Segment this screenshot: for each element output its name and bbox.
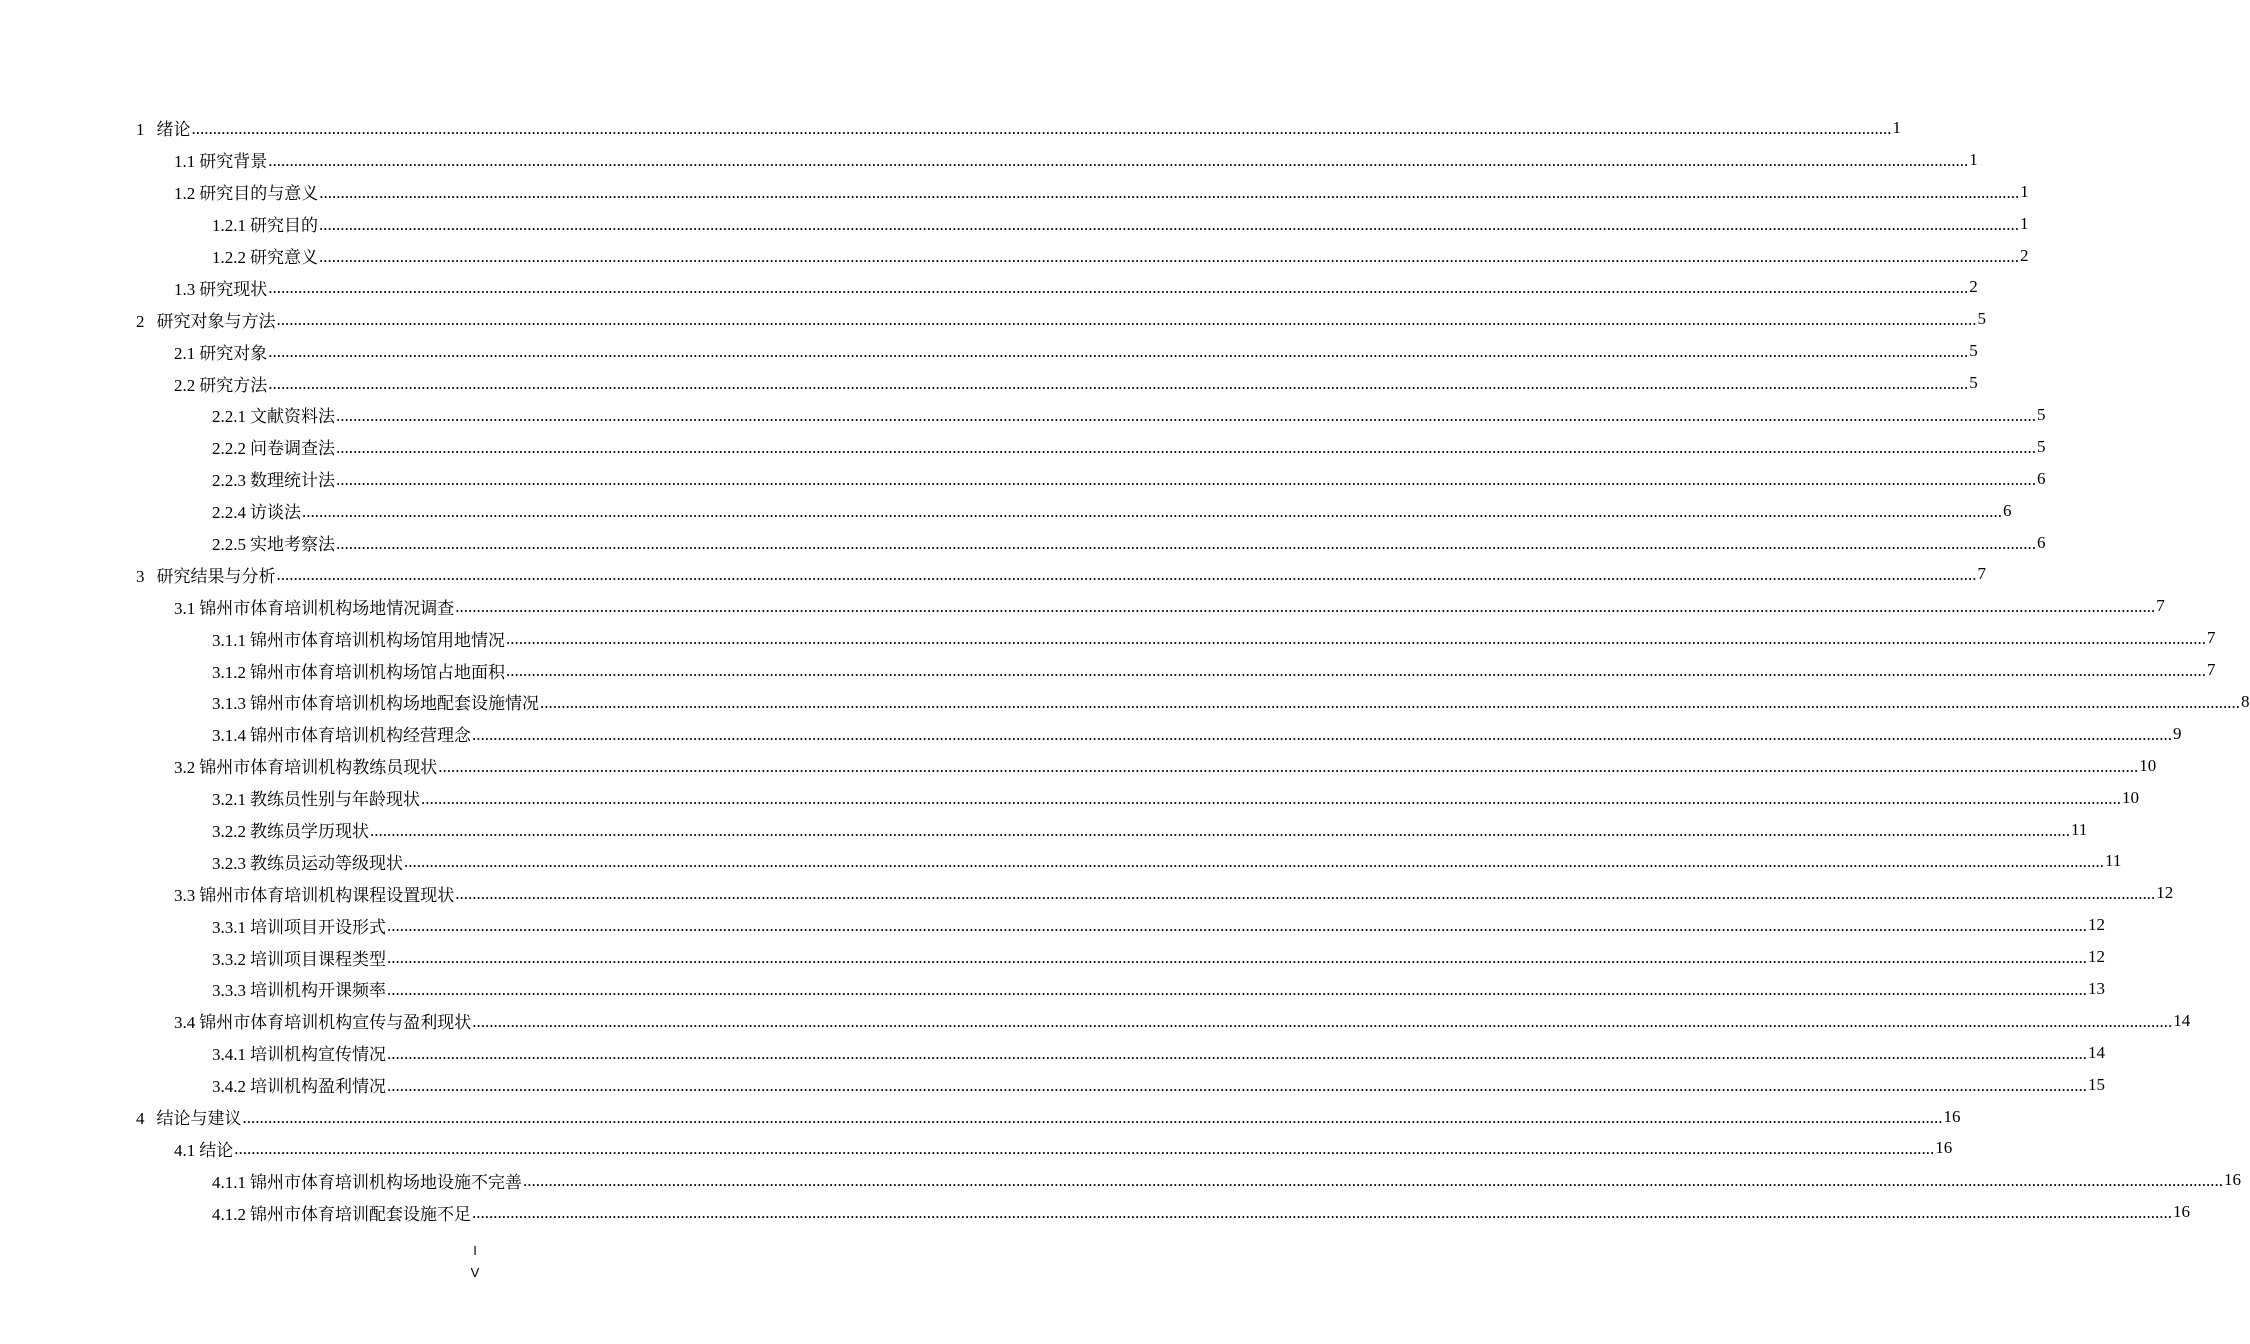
toc-entry-number: 1.2.2 (212, 248, 246, 267)
toc-entry-page-number: 5 (1969, 373, 1978, 393)
toc-entry-title: 研究意义 (250, 248, 318, 267)
toc-entry-number: 1.2.1 (212, 216, 246, 236)
toc-entry[interactable] (0, 208, 2029, 240)
toc-dot-leader: ................................................................................................................................................................................................................................................................................................................................................................................................................ (455, 884, 2156, 904)
toc-dot-leader: ................................................................................................................................................................................................................................................................................................................................................................................................................ (404, 852, 2104, 872)
toc-entry[interactable] (0, 1005, 2191, 1037)
toc-entry-page-number: 9 (2173, 723, 2182, 743)
toc-entry-page-number: 11 (2105, 851, 2122, 871)
toc-entry-label (174, 1136, 233, 1161)
toc-entry-page-number: 10 (2139, 755, 2157, 775)
toc-entry-page-number: 2 (2020, 245, 2029, 265)
toc-entry-page-number: 7 (2156, 596, 2165, 616)
toc-entry-label (174, 339, 267, 364)
toc-entry-label (212, 658, 505, 683)
toc-entry-page-number: 16 (1935, 1138, 1953, 1158)
toc-entry[interactable] (0, 973, 2105, 1005)
toc-entry-label (174, 594, 454, 619)
toc-entry-page-number: 16 (2173, 1202, 2190, 1222)
toc-entry-label (174, 1008, 471, 1033)
toc-entry-label (212, 243, 318, 268)
toc-dot-leader: ................................................................................................................................................................................................................................................................................................................................................................................................................ (472, 1203, 2172, 1223)
toc-entry-label (212, 211, 318, 236)
toc-entry-page-number: 1 (1892, 117, 1901, 137)
toc-dot-leader: ................................................................................................................................................................................................................................................................................................................................................................................................................ (540, 692, 2240, 712)
toc-entry-title: 研究对象 (199, 343, 268, 363)
toc-dot-leader: ................................................................................................................................................................................................................................................................................................................................................................................................................ (319, 214, 2019, 234)
toc-entry-page-number: 5 (2037, 404, 2046, 424)
toc-dot-leader: ................................................................................................................................................................................................................................................................................................................................................................................................................ (268, 374, 1969, 394)
toc-entry-title: 研究目的与意义 (199, 184, 319, 204)
toc-entry-page-number: 14 (2088, 1042, 2105, 1062)
toc-entry-title: 锦州市体育培训机构场地情况调查 (199, 598, 455, 618)
toc-entry-page-number: 1 (2020, 181, 2029, 201)
toc-entry-number: 3.2 (174, 758, 196, 778)
toc-entry-title: 教练员运动等级现状 (250, 853, 403, 873)
toc-entry-number: 3.1.3 (212, 694, 246, 714)
toc-entry-title: 绪论 (156, 120, 191, 140)
toc-entry[interactable] (0, 1037, 2105, 1069)
toc-entry-label (174, 753, 437, 778)
toc-dot-leader: ................................................................................................................................................................................................................................................................................................................................................................................................................ (472, 724, 2172, 744)
toc-entry[interactable] (0, 495, 2012, 527)
toc-entry-title: 锦州市体育培训机构场馆占地面积 (250, 662, 505, 682)
toc-entry-page-number: 6 (2037, 468, 2046, 488)
toc-entry[interactable] (0, 654, 2216, 686)
toc-entry-title: 研究对象与方法 (156, 311, 276, 331)
toc-dot-leader: ................................................................................................................................................................................................................................................................................................................................................................................................................ (336, 405, 2036, 425)
toc-dot-leader: ................................................................................................................................................................................................................................................................................................................................................................................................................ (276, 310, 1977, 330)
toc-dot-leader: ................................................................................................................................................................................................................................................................................................................................................................................................................ (421, 788, 2121, 808)
toc-entry-number: 3.1.2 (212, 662, 246, 682)
toc-entry[interactable] (0, 909, 2105, 941)
toc-dot-leader: ................................................................................................................................................................................................................................................................................................................................................................................................................ (234, 1139, 1935, 1159)
toc-entry-page-number: 12 (2156, 883, 2174, 903)
toc-entry[interactable] (0, 431, 2046, 463)
toc-entry-number: 2.1 (174, 343, 196, 363)
toc-entry-number: 3.3 (174, 885, 196, 905)
toc-dot-leader: ................................................................................................................................................................................................................................................................................................................................................................................................................ (268, 278, 1969, 298)
toc-entry[interactable] (0, 782, 2139, 814)
toc-entry-page-number: 6 (2003, 500, 2012, 520)
toc-dot-leader: ................................................................................................................................................................................................................................................................................................................................................................................................................ (506, 629, 2206, 649)
toc-entry[interactable] (0, 271, 1978, 303)
toc-entry[interactable] (0, 303, 1986, 335)
table-of-contents (0, 112, 2250, 1228)
toc-entry[interactable] (0, 941, 2105, 973)
toc-entry[interactable] (0, 399, 2046, 431)
toc-entry-number: 1.2 (174, 184, 196, 204)
toc-entry-page-number: 1 (2020, 213, 2029, 233)
toc-dot-leader: ................................................................................................................................................................................................................................................................................................................................................................................................................ (506, 661, 2206, 681)
toc-entry-label (212, 498, 301, 523)
toc-entry-title: 文献资料法 (250, 407, 335, 427)
toc-entry-number: 4.1.2 (212, 1204, 246, 1224)
toc-entry-page-number: 7 (1977, 564, 1986, 584)
toc-entry-title: 实地考察法 (250, 535, 335, 555)
toc-entry-label (212, 785, 420, 810)
toc-entry-page-number: 5 (2037, 436, 2046, 456)
toc-entry-page-number: 6 (2037, 532, 2046, 552)
toc-entry-title: 研究目的 (250, 216, 318, 236)
toc-entry-label (136, 307, 276, 332)
toc-entry-number: 3.3.1 (212, 917, 246, 937)
toc-dot-leader: ................................................................................................................................................................................................................................................................................................................................................................................................................ (387, 948, 2087, 968)
toc-entry-number: 3 (136, 566, 145, 586)
toc-entry-label (174, 147, 267, 172)
toc-entry-number: 2.2.4 (212, 503, 246, 523)
footer-page-marker-v: V (470, 1265, 480, 1280)
toc-entry-title: 培训机构宣传情况 (250, 1045, 386, 1065)
toc-entry-number: 3.2.1 (212, 790, 246, 810)
toc-entry-number: 2.2.5 (212, 535, 246, 555)
toc-entry-number: 4.1 (174, 1140, 196, 1160)
toc-entry-number: 3.3.2 (212, 949, 246, 969)
toc-dot-leader: ................................................................................................................................................................................................................................................................................................................................................................................................................ (319, 182, 2020, 202)
toc-entry[interactable] (0, 877, 2174, 909)
toc-entry[interactable] (0, 527, 2046, 559)
toc-entry-title: 教练员学历现状 (250, 822, 369, 842)
toc-entry-number: 3.2.3 (212, 853, 246, 873)
toc-entry-page-number: 8 (2241, 691, 2250, 711)
toc-entry-label (136, 1104, 242, 1129)
toc-dot-leader: ................................................................................................................................................................................................................................................................................................................................................................................................................ (336, 533, 2036, 553)
toc-entry-page-number: 10 (2122, 787, 2139, 807)
toc-entry[interactable] (0, 622, 2216, 654)
toc-dot-leader: ................................................................................................................................................................................................................................................................................................................................................................................................................ (387, 916, 2087, 936)
toc-entry-title: 培训机构开课频率 (250, 981, 386, 1001)
toc-entry-page-number: 12 (2088, 915, 2105, 935)
toc-entry-page-number: 2 (1969, 277, 1978, 297)
toc-dot-leader: ................................................................................................................................................................................................................................................................................................................................................................................................................ (455, 597, 2156, 617)
toc-entry-number: 3.1 (174, 598, 196, 618)
toc-entry-label (174, 881, 454, 906)
toc-entry[interactable] (0, 1101, 1961, 1133)
toc-entry[interactable] (0, 750, 2157, 782)
toc-dot-leader: ................................................................................................................................................................................................................................................................................................................................................................................................................ (276, 565, 1977, 585)
toc-entry-label (212, 1168, 522, 1193)
toc-entry-title: 数理统计法 (250, 471, 335, 491)
toc-entry-title: 研究结果与分析 (156, 566, 276, 586)
toc-entry-number: 3.1.4 (212, 726, 246, 746)
toc-dot-leader: ................................................................................................................................................................................................................................................................................................................................................................................................................ (336, 437, 2036, 457)
toc-entry-number: 2 (136, 311, 145, 331)
toc-entry[interactable] (0, 1196, 2190, 1228)
toc-entry-label (174, 371, 267, 396)
toc-entry-title: 锦州市体育培训机构宣传与盈利现状 (199, 1013, 472, 1033)
toc-entry-page-number: 16 (2224, 1170, 2241, 1190)
toc-entry-label (212, 849, 403, 874)
toc-entry[interactable] (0, 112, 1901, 144)
toc-entry-page-number: 16 (1943, 1106, 1961, 1126)
toc-entry-number: 1.3 (174, 279, 196, 299)
toc-entry[interactable] (0, 463, 2046, 495)
toc-dot-leader: ................................................................................................................................................................................................................................................................................................................................................................................................................ (302, 501, 2002, 521)
toc-dot-leader: ................................................................................................................................................................................................................................................................................................................................................................................................................ (242, 1107, 1943, 1127)
toc-entry[interactable] (0, 1133, 1953, 1165)
toc-entry-title: 锦州市体育培训机构教练员现状 (199, 758, 438, 778)
toc-entry-page-number: 5 (1977, 309, 1986, 329)
toc-entry-page-number: 1 (1969, 149, 1978, 169)
toc-entry-title: 访谈法 (250, 503, 301, 523)
toc-entry[interactable] (0, 845, 2122, 877)
toc-entry-title: 研究方法 (199, 375, 268, 395)
toc-entry[interactable] (0, 335, 1978, 367)
toc-entry-page-number: 13 (2088, 978, 2105, 998)
toc-entry-title: 研究背景 (199, 152, 268, 172)
toc-entry-number: 1 (136, 120, 145, 140)
toc-entry-number: 2.2 (174, 375, 196, 395)
toc-entry-number: 4 (136, 1109, 145, 1129)
toc-entry-title: 问卷调查法 (250, 439, 335, 459)
toc-entry-label (212, 1072, 386, 1097)
toc-entry-label (212, 402, 335, 427)
toc-dot-leader: ................................................................................................................................................................................................................................................................................................................................................................................................................ (268, 342, 1969, 362)
toc-entry-page-number: 7 (2207, 660, 2216, 680)
toc-entry-page-number: 14 (2173, 1010, 2191, 1030)
toc-entry-title: 培训机构盈利情况 (250, 1077, 386, 1097)
toc-entry-title: 研究现状 (199, 279, 268, 299)
toc-entry-label (212, 945, 386, 970)
toc-dot-leader: ................................................................................................................................................................................................................................................................................................................................................................................................................ (387, 979, 2087, 999)
toc-entry-label (136, 562, 276, 587)
toc-entry-number: 2.2.1 (212, 407, 246, 427)
toc-entry[interactable] (0, 814, 2088, 846)
toc-entry-label (174, 275, 267, 300)
toc-dot-leader: ................................................................................................................................................................................................................................................................................................................................................................................................................ (268, 150, 1969, 170)
toc-dot-leader: ................................................................................................................................................................................................................................................................................................................................................................................................................ (319, 246, 2019, 266)
toc-dot-leader: ................................................................................................................................................................................................................................................................................................................................................................................................................ (387, 1043, 2087, 1063)
toc-entry-title: 锦州市体育培训机构场地配套设施情况 (250, 694, 539, 714)
toc-dot-leader: ................................................................................................................................................................................................................................................................................................................................................................................................................ (438, 756, 2139, 776)
toc-entry-label (212, 466, 335, 491)
toc-entry[interactable] (0, 144, 1978, 176)
toc-entry-label (212, 817, 369, 842)
toc-dot-leader: ................................................................................................................................................................................................................................................................................................................................................................................................................ (370, 820, 2070, 840)
toc-entry[interactable] (0, 686, 2250, 718)
toc-entry-title: 锦州市体育培训机构经营理念 (250, 726, 471, 746)
toc-entry-label (174, 179, 318, 204)
toc-entry-page-number: 15 (2088, 1074, 2105, 1094)
toc-entry-title: 培训项目课程类型 (250, 949, 386, 969)
toc-entry-title: 教练员性别与年龄现状 (250, 790, 420, 810)
toc-entry-number: 1.1 (174, 152, 196, 172)
toc-dot-leader: ................................................................................................................................................................................................................................................................................................................................................................................................................ (387, 1075, 2087, 1095)
toc-dot-leader: ................................................................................................................................................................................................................................................................................................................................................................................................................ (191, 118, 1892, 138)
toc-entry-title: 锦州市体育培训配套设施不足 (250, 1204, 471, 1224)
toc-entry-number: 3.2.2 (212, 822, 246, 842)
toc-entry-page-number: 5 (1969, 341, 1978, 361)
toc-entry-number: 2.2.3 (212, 471, 246, 491)
toc-entry-label (212, 530, 335, 555)
toc-entry-title: 锦州市体育培训机构课程设置现状 (199, 885, 455, 905)
toc-entry-number: 4.1.1 (212, 1172, 246, 1192)
toc-dot-leader: ................................................................................................................................................................................................................................................................................................................................................................................................................ (336, 469, 2036, 489)
toc-entry[interactable] (0, 1069, 2105, 1101)
toc-entry-label (212, 626, 505, 651)
toc-entry-label (212, 1040, 386, 1065)
toc-entry[interactable] (0, 367, 1978, 399)
toc-entry-title: 锦州市体育培训机构场地设施不完善 (250, 1172, 522, 1192)
toc-entry-title: 结论与建议 (156, 1109, 242, 1129)
toc-entry-title: 培训项目开设形式 (250, 917, 386, 937)
toc-entry-label (212, 913, 386, 938)
toc-entry-label (212, 434, 335, 459)
toc-entry-number: 3.3.3 (212, 981, 246, 1001)
toc-entry[interactable] (0, 590, 2165, 622)
toc-entry[interactable] (0, 240, 2029, 272)
toc-entry[interactable] (0, 176, 2029, 208)
toc-entry-page-number: 12 (2088, 947, 2105, 967)
toc-dot-leader: ................................................................................................................................................................................................................................................................................................................................................................................................................ (472, 1011, 2173, 1031)
toc-entry[interactable] (0, 558, 1986, 590)
toc-dot-leader: ................................................................................................................................................................................................................................................................................................................................................................................................................ (523, 1171, 2223, 1191)
footer-page-marker-i: I (473, 1243, 477, 1258)
toc-entry-title: 结论 (199, 1140, 234, 1160)
toc-entry-label (212, 976, 386, 1001)
toc-entry-page-number: 11 (2071, 819, 2088, 839)
toc-entry-label (212, 689, 539, 714)
toc-entry-label (136, 115, 191, 140)
toc-entry[interactable] (0, 718, 2182, 750)
toc-entry[interactable] (0, 1164, 2241, 1196)
toc-entry-page-number: 7 (2207, 628, 2216, 648)
toc-entry-title: 锦州市体育培训机构场馆用地情况 (250, 630, 505, 650)
toc-entry-label (212, 721, 471, 746)
toc-entry-number: 3.4 (174, 1013, 196, 1033)
toc-entry-label (212, 1200, 471, 1225)
toc-entry-number: 3.4.1 (212, 1045, 246, 1065)
toc-entry-number: 2.2.2 (212, 439, 246, 459)
toc-entry-number: 3.4.2 (212, 1077, 246, 1097)
toc-entry-number: 3.1.1 (212, 630, 246, 650)
